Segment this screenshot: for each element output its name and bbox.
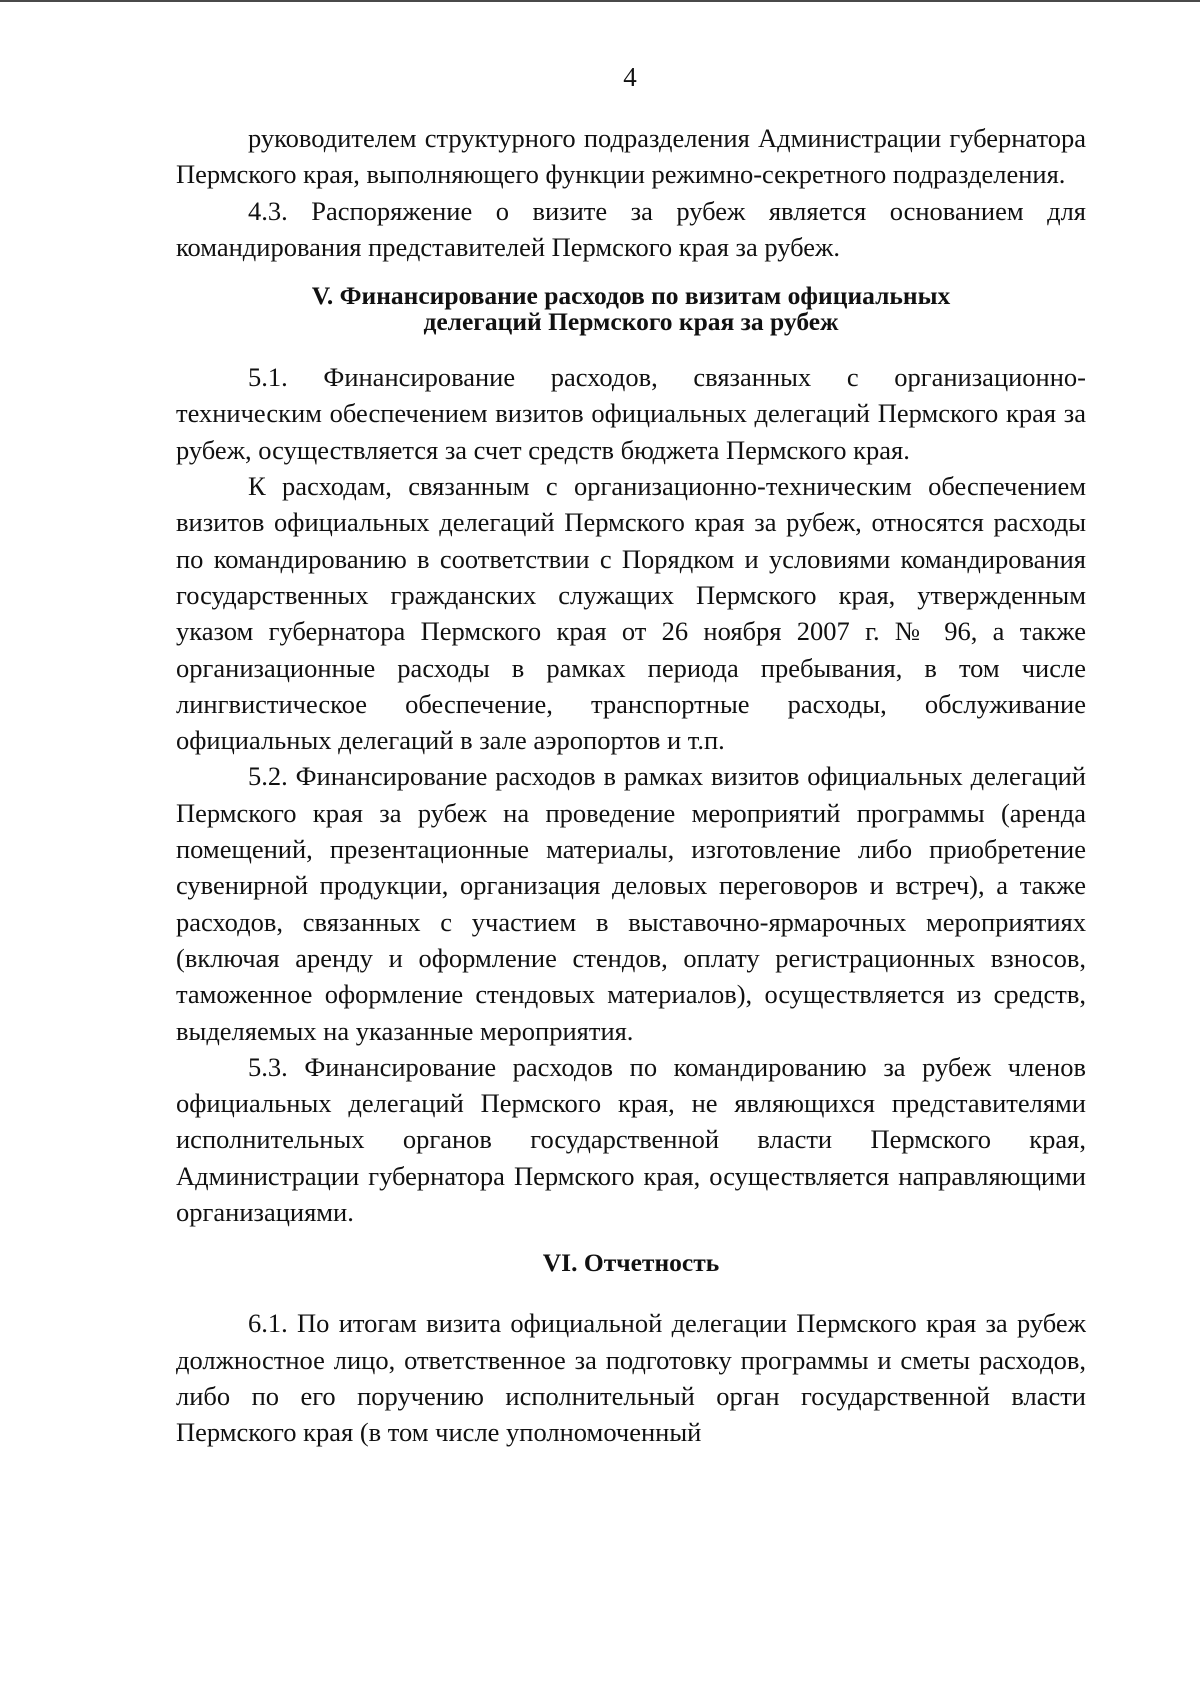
paragraph-continuation: руководителем структурного подразделения Администрации губернатора Пермского края, выполняющего функции режимно-секретного подразделения. — [176, 123, 1086, 190]
paragraph-5-1: 5.1. Финансирование расходов, связанных с организационно-техническим обеспечением визитов официальных делегаций Пермского края за рубеж, осуществляется за счет средств бюджета Пермского края. — [176, 362, 1086, 465]
paragraph-5-3: 5.3. Финансирование расходов по командированию за рубеж членов официальных делегаций Пермского края, не являющихся представителями исполнительных органов государственной власти Пермского края, Администрации губернатора Пермского края, осуществляется направляющими организациями. — [176, 1051, 1086, 1228]
section-v-heading-line-1: V. Финансирование расходов по визитам официальных — [311, 281, 951, 311]
section-v-heading-line-2: делегаций Пермского края за рубеж — [423, 307, 839, 337]
document-body — [176, 120, 1086, 1451]
page-number: 4 — [623, 62, 637, 92]
section-v-heading — [176, 283, 1086, 335]
paragraph-5-2: 5.2. Финансирование расходов в рамках визитов официальных делегаций Пермского края за рубеж на проведение мероприятий программы (аренда помещений, презентационные материалы, изготовление либо приобретение сувенирной продукции, организация деловых переговоров и встреч), а также расходов, связанных с участием в выставочно-ярмарочных мероприятиях (включая аренду и оформление стендов, оплату регистрационных взносов, таможенное оформление стендовых материалов), осуществляется из средств, выделяемых на указанные мероприятия. — [176, 761, 1086, 1046]
page-top-edge — [0, 0, 1200, 2]
paragraph-4-3: 4.3. Распоряжение о визите за рубеж является основанием для командирования представителей Пермского края за рубеж. — [176, 195, 1086, 262]
paragraph-5-1-expenses: К расходам, связанным с организационно-техническим обеспечением визитов официальных делегаций Пермского края за рубеж, относятся расходы по командированию в соответствии с Порядком и условиями командирования государственных гражданских служащих Пермского края, утвержденным указом губернатора Пермского края от 26 ноября 2007 г. № 96, а также организационные расходы в рамках периода пребывания, в том числе лингвистическое обеспечение, транспортные расходы, обслуживание официальных делегаций в зале аэропортов и т.п. — [176, 471, 1086, 756]
paragraph-6-1: 6.1. По итогам визита официальной делегации Пермского края за рубеж должностное лицо, ответственное за подготовку программы и сметы расходов, либо по его поручению исполнительный орган государственной власти Пермского края (в том числе уполномоченный — [176, 1308, 1086, 1448]
section-vi-heading: VI. Отчетность — [542, 1248, 720, 1278]
